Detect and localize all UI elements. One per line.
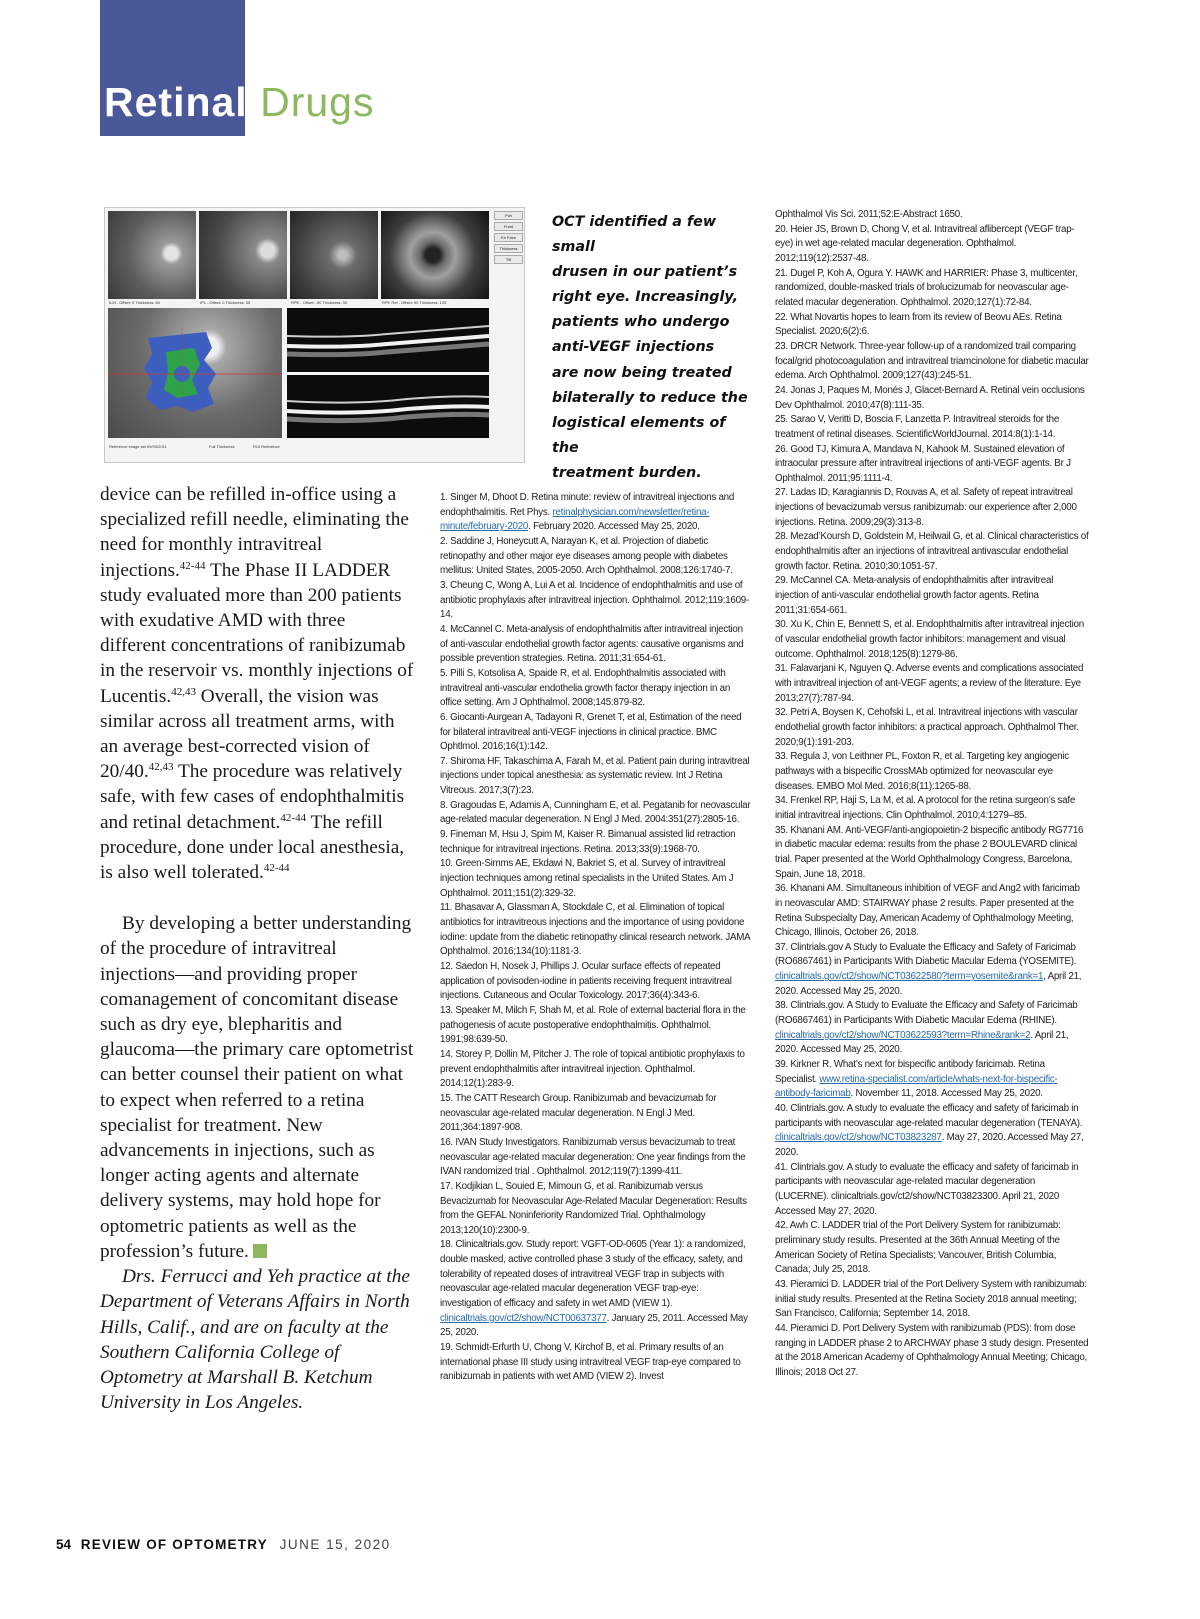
reference-item: Ophthalmol Vis Sci. 2011;52:E-Abstract 1650. xyxy=(775,209,963,220)
reference-item: 14. Storey P, Dollin M, Pitcher J. The role of topical antibiotic prophylaxis to prevent endophthalmitis after intravitreal injection. Ophthalmol. 2014;12(1):283-9. xyxy=(440,1048,745,1090)
page-footer xyxy=(56,1537,391,1552)
reference-item: 18. Clinicaltrials.gov. Study report: VGFT-OD-0605 (Year 1): a randomized, double masked, active controlled phase 3 study of the efficacy, safety, and tolerability of repeated doses of intravitreal VEGF trap in subjects with neovascular age-related macular degeneration VEGF trap-eye: investigation of efficacy and safety in wet AMD (VIEW 1). clinicaltrials.gov/ct2/show/NCT00637377. January 25, 2011. Accessed May 25, 2020. xyxy=(440,1239,748,1339)
pull-quote-line: anti-VEGF injections xyxy=(552,339,715,356)
fundus-thumbnail-3 xyxy=(290,211,378,299)
citation-sup: 42-44 xyxy=(280,811,307,824)
fundus-label-4: RPE Ref - Offset: 90 Thickness: 125 xyxy=(382,300,447,305)
magazine-name: REVIEW OF OPTOMETRY xyxy=(80,1537,268,1552)
reference-item: 22. What Novartis hopes to learn from its review of Beovu AEs. Retina Specialist. 2020;6(2):6. xyxy=(775,311,1062,338)
article-body xyxy=(100,482,415,1415)
references-column-right xyxy=(775,208,1089,1381)
thickness-map-overlay xyxy=(108,308,282,438)
reference-item: 13. Speaker M, Milch F, Shah M, et al. Role of external bacterial flora in the pathogenesis of acute postoperative endophthalmitis. Ophthalmol. 1991;98:639-50. xyxy=(440,1004,746,1046)
reference-item: 15. The CATT Research Group. Ranibizumab and bevacizumab for neovascular age-related macular degeneration. N Engl J Med. 2011;364:1897-908. xyxy=(440,1092,717,1134)
citation-sup: 42,43 xyxy=(148,761,174,774)
reference-link[interactable]: www.retina-specialist.com/article/whats-next-for-bispecific-antibody-faricimab xyxy=(775,1073,1058,1100)
reference-item: 29. McCannel CA. Meta-analysis of endophthalmitis after intravitreal injection of anti-vascular endothelial growth factor agents. Retina 2011;31:654-661. xyxy=(775,575,1054,616)
reference-item: 37. Clintrials.gov A Study to Evaluate the Efficacy and Safety of Faricimab (RO6867461) in Participants With Diabetic Macular Edema (YOSEMITE). clinicaltrials.gov/ct2/show/NCT03622580?term=yosemite&rank=1, April 21, 2020. Accessed May 25, 2020. xyxy=(775,941,1082,997)
reference-item: 1. Singer M, Dhoot D. Retina minute: review of intravitreal injections and endophthalmitis. Ret Phys. retinalphysician.com/newsletter/retina-minute/february-2020. February 2020. Accessed May 25, 2020. xyxy=(440,492,735,533)
pull-quote-line: treatment burden. xyxy=(552,464,702,481)
fundus-thumbnail-4 xyxy=(381,211,489,299)
reference-item: 2. Saddine J, Honeycutt A, Narayan K, et al. Projection of diabetic retinopathy and other major eye diseases among people with diabetes mellitus: United States, 2005-2050. Arch Ophthalmol. 2008;126:1740-7. xyxy=(440,535,733,577)
reference-item: 19. Schmidt-Erfurth U, Chong V, Kirchof B, et al. Primary results of an international phase III study using intravitreal VEGF trap-eye compared to ranibizumab in patients with wet AMD (VIEW 2). Invest xyxy=(440,1342,741,1383)
pull-quote-line: OCT identified a few small xyxy=(552,214,717,256)
section-title-word-1: Retinal xyxy=(104,79,248,125)
reference-item: 16. IVAN Study Investigators. Ranibizumab versus bevacizumab to treat neovascular age-related macular degeneration: One year findings from the IVAN randomized trial . Ophthalmol. 2012;119(7):1399-411. xyxy=(440,1136,746,1178)
figure-button-3: En Face xyxy=(494,233,523,242)
reference-item: 25. Sarao V, Veritti D, Boscia F, Lanzetta P. Intravitreal steroids for the treatment of retinal diseases. ScientificWorldJournal. 2014:8(1):1-14. xyxy=(775,414,1060,440)
figure-footer-text: Reference image set 09/03/2011 xyxy=(109,444,167,449)
reference-item: 8. Gragoudas E, Adamis A, Cunningham E, et al. Pegatanib for neovascular age-related macular degeneration. N Engl J Med. 2004:351(27):2805-16. xyxy=(440,799,751,826)
oct-figure xyxy=(104,207,525,463)
reference-item: 21. Dugel P, Koh A, Ogura Y. HAWK and HARRIER: Phase 3, multicenter, randomized, double-masked trials of brolucizumab for neovascular age-related macular degeneration. Ophthalmol. 2020;127(1):72-84. xyxy=(775,267,1078,308)
reference-item: 5. Pilli S, Kotsolisa A, Spaide R, et al. Endophthalmitis associated with intravitreal anti-vascular endothelia growth factor therapy injection in an office setting. Am J Ophthalmol. 2008;145:879-82. xyxy=(440,667,731,709)
section-title xyxy=(104,78,374,126)
reference-item: 34. Frenkel RP, Haji S, La M, et al. A protocol for the retina surgeon’s safe initial intravitreal injections. Clin Ophthalmol. 2010;4:1279–85. xyxy=(775,795,1076,821)
pull-quote-line: are now being treated xyxy=(552,364,732,381)
reference-item: 3. Cheung C, Wong A, Lui A et al. Incidence of endophthalmitis and use of antibiotic prophylaxis after intravitreal injection. Ophthalmol. 2012;119:1609-14. xyxy=(440,579,749,621)
reference-item: 26. Good TJ, Kimura A, Mandava N, Kahook M. Sustained elevation of intraocular pressure after intravitreal injections of anti-VEGF agents. Br J Ophthalmol. 2011;95:1111-4. xyxy=(775,443,1071,484)
pull-quote-line: patients who undergo xyxy=(552,314,730,331)
reference-item: 43. Pieramici D. LADDER trial of the Port Delivery System with ranibizumab: initial study results. Presented at the Retina Society 2018 annual meeting; San Francisco, California; September 14, 2018. xyxy=(775,1278,1087,1320)
reference-item: 23. DRCR Network. Three-year follow-up of a randomized trail comparing focal/grid photocoagulation and intravitreal triamcinolone for diabetic macular edema. Arch Ophthalmol. 2009;127(43):245-51. xyxy=(775,340,1089,382)
body-paragraph-2: By developing a better understanding of the procedure of intravitreal injections—and providing proper comanagement of concomitant disease such as dry eye, blepharitis and glaucoma—the primary care optometrist can better counsel their patient on what to expect when referred to a retina specialist for treatment. New advancements in injections, such as longer acting agents and alternate delivery systems, may hold hope for optometric patients as well as the profession’s future. xyxy=(100,913,414,1262)
pull-quote-line: bilaterally to reduce the xyxy=(552,389,748,406)
reference-item: 40. Clintrials.gov. A study to evaluate the efficacy and safety of faricimab in participants with neovascular age-related macular degeneration (TENAYA). clinicaltrials.gov/ct2/show/NCT03823287. May 27, 2020. Accessed May 27, 2020. xyxy=(775,1103,1084,1158)
section-title-word-2: Drugs xyxy=(260,79,375,125)
reference-item: 7. Shiroma HF, Takaschima A, Farah M, et al. Patient pain during intravitreal injections under topical anesthesia: as systematic review. Int J Retina Vitreous. 2017;3(7):23. xyxy=(440,755,750,797)
reference-item: 10. Green-Simms AE, Ekdawi N, Bakriet S, et al. Survey of intravitreal injection techniques among retinal specialists in the United States. Am J Ophthalmol. 2011;151(2):329-32. xyxy=(440,858,734,899)
fundus-label-2: IPL - Offset: 0 Thickness: 35 xyxy=(200,300,251,305)
oct-bscan-1-layers xyxy=(287,308,489,372)
reference-item: 17. Kodjikian L, Souied E, Mimoun G, et al. Ranibizumab versus Bevacizumab for Neovascular Age-Related Macular Degeneration: Results from the GEFAL Noninferiority Randomized Trial. Ophthalmology 2013;120(10):2300-9. xyxy=(440,1180,747,1236)
reference-item: 42. Awh C. LADDER trial of the Port Delivery System for ranibizumab: preliminary study results. Presented at the 36th Annual Meeting of the American Society of Retina Specialists; Vancouver, British Columbia, Canada; July 25, 2018. xyxy=(775,1220,1061,1276)
figure-legend-1: Full Thickness xyxy=(209,444,235,449)
reference-item: 33. Regula J, von Leithner PL, Foxton R, et al. Targeting key angiogenic pathways with a bispecific CrossMAb optimized for neovascular eye diseases. EMBO Mol Med. 2016;8(11):1265-88. xyxy=(775,751,1069,792)
oct-bscan-2 xyxy=(287,375,489,438)
pull-quote-line: drusen in our patient’s xyxy=(552,264,738,281)
reference-link[interactable]: retinalphysician.com/newsletter/retina-minute/february-2020 xyxy=(440,506,710,533)
end-mark-icon xyxy=(253,1244,267,1258)
reference-item: 27. Ladas ID, Karagiannis D, Rouvas A, et al. Safety of repeat intravitreal injections of bevacizumab versus ranibizumab: our experience after 2,000 injections. Retina. 2009;29(3):313-8. xyxy=(775,487,1077,528)
figure-button-1: Fwt xyxy=(494,211,523,220)
reference-item: 44. Pieramici D. Port Delivery System with ranibizumab (PDS): from dose ranging in LADDER phase 2 to ARCHWAY phase 3 study design. Presented at the 2018 American Academy of Ophthalmology Annual Meeting; Chicago, Illinois; 2018 Oct 27. xyxy=(775,1322,1089,1378)
figure-button-2: Fund xyxy=(494,222,523,231)
reference-item: 30. Xu K, Chin E, Bennett S, et al. Endophthalmitis after intravitreal injection of vascular endothelial growth factor inhibitors: management and visual outcome. Ophthalmol. 2018;125(8):1279-86. xyxy=(775,619,1084,660)
fundus-label-3: RPE - Offset: -90 Thickness: 30 xyxy=(291,300,348,305)
figure-legend-2: ROI Reference xyxy=(253,444,280,449)
reference-item: 39. Kirkner R. What’s next for bispecific antibody faricimab. Retina Specialist. www.retina-specialist.com/article/whats-next-for-bispecific-antibody-faricimab. November 11, 2018. Accessed May 25, 2020. xyxy=(775,1059,1058,1100)
oct-bscan-1 xyxy=(287,308,489,372)
fundus-thumbnail-1 xyxy=(108,211,196,299)
citation-sup: 42,43 xyxy=(171,685,196,698)
reference-item: 38. Clintrials.gov. A Study to Evaluate the Efficacy and Safety of Faricimab (RO6867461) in Participants With Diabetic Macular Edema (RHINE). clinicaltrials.gov/ct2/show/NCT03622593?term=Rhine&rank=2. April 21, 2020. Accessed May 25, 2020. xyxy=(775,1000,1078,1056)
pull-quote-line: logistical elements of the xyxy=(552,414,726,456)
reference-item: 36. Khanani AM. Simultaneous inhibition of VEGF and Ang2 with faricimab in neovascular AMD: STAIRWAY phase 2 results. Paper presented at the Retina Subspecialty Day, American Academy of Ophthalmology Meeting, Chicago, Illinois, October 26, 2018. xyxy=(775,883,1080,939)
fundus-thumbnail-2 xyxy=(199,211,287,299)
reference-link[interactable]: clinicaltrials.gov/ct2/show/NCT03622593?term=Rhine&rank=2 xyxy=(775,1029,1031,1041)
reference-item: 6. Giocanti-Aurgean A, Tadayoni R, Grenet T, et al, Estimation of the need for bilateral intravitreal anti-VEGF injections in clinical practice. BMC Ophtlmol. 2016;16(1):142. xyxy=(440,711,742,753)
reference-item: 28. Mezad’Koursh D, Goldstein M, Heilwail G, et al. Clinical characteristics of endophthalmitis after an injections of intravitreal antivascular endothelial growth factor. Retina. 2010;30:1051-57. xyxy=(775,531,1089,572)
reference-item: 20. Heier JS, Brown D, Chong V, et al. Intravitreal aflibercept (VEGF trap-eye) in wet age-related macular degeneration. Ophthalmol. 2012;119(12):2537-48. xyxy=(775,223,1075,264)
reference-item: 12. Saedon H, Nosek J, Phillips J. Ocular surface effects of repeated application of povisoden-iodine in patients receiving frequent intravitreal injections. Cutaneous and Ocular Toxicology. 2017;36(4):343-6. xyxy=(440,961,732,1002)
fundus-label-1: ILM - Offset: 0 Thickness: 60 xyxy=(109,300,160,305)
reference-item: 32. Petri A, Boysen K, Cehofski L, et al. Intravitreal injections with vascular endothelial growth factor inhibitors: a practical approach. Ophthalmol Ther. 2020;9(1):191-203. xyxy=(775,707,1079,748)
author-bio: Drs. Ferrucci and Yeh practice at the Department of Veterans Affairs in North Hills, Calif., and are on faculty at the Southern California College of Optometry at Marshall B. Ketchum University in Los Angeles. xyxy=(100,1266,410,1414)
fundus-thickness-map xyxy=(108,308,282,438)
figure-button-4: Thickness xyxy=(494,244,523,253)
reference-item: 41. Clintrials.gov. A study to evaluate the efficacy and safety of faricimab in participants with neovascular age-related macular degeneration (LUCERNE). clinicaltrials.gov/ct2/show/NCT03823300. April 21, 2020 Accessed May 27, 2020. xyxy=(775,1161,1079,1217)
citation-sup: 42-44 xyxy=(263,862,290,875)
reference-item: 24. Jonas J, Paques M, Monés J, Glacet-Bernard A. Retinal vein occlusions Dev Ophthalmol. 2010;47(8):111-35. xyxy=(775,384,1085,411)
reference-item: 35. Khanani AM. Anti-VEGF/anti-angiopoietin-2 bispecific antibody RG7716 in diabetic macular edema: results from the phase 2 BOULEVARD clinical trial. Paper presented at the World Ophthalmology Congress, Barcelona, Spain, June 18, 2018. xyxy=(775,824,1084,880)
reference-link[interactable]: clinicaltrials.gov/ct2/show/NCT03622580?term=yosemite&rank=1 xyxy=(775,971,1044,983)
pull-quote-line: right eye. Increasingly, xyxy=(552,289,739,306)
references-column-middle xyxy=(440,491,752,1385)
pull-quote xyxy=(552,210,752,486)
oct-bscan-2-layers xyxy=(287,375,489,438)
reference-item: 31. Falavarjani K, Nguyen Q. Adverse events and complications associated with intravitreal injection of ant-VEGF agents; a review of the literature. Eye 2013;27(7):787-94. xyxy=(775,663,1084,704)
reference-item: 11. Bhasavar A, Glassman A, Stockdale C, et al. Elimination of topical antibiotics for intravitreous injections and the importance of using povidone iodine: update from the diabetic retinopathy clinical research network. JAMA Ophthalmol. 2016;134(10):1181-3. xyxy=(440,902,750,958)
citation-sup: 42-44 xyxy=(179,559,206,572)
page-number: 54 xyxy=(56,1537,72,1552)
issue-date: JUNE 15, 2020 xyxy=(279,1537,391,1552)
reference-item: 9. Fineman M, Hsu J, Spim M, Kaiser R. Bimanual assisted lid retraction technique for intravitreal injections. Retina. 2013;33(9):1968-70. xyxy=(440,829,736,855)
reference-link[interactable]: clinicaltrials.gov/ct2/show/NCT03823287 xyxy=(775,1132,942,1144)
reference-item: 4. McCannel C. Meta-analysis of endophthalmitis after intravitreal injection of anti-vascular endothelial growth factor agents: causative organisms and possible prevention strategies. Retina. 2011;31:654-61. xyxy=(440,623,744,665)
body-paragraph-1: device can be refilled in-office using a specialized refill needle, eliminating the need for monthly intravitreal injections.$^{42-44}$ The Phase II LADDER study evaluated more than 200 patients with exudative AMD with three different concentrations of ranibizumab in the reservoir vs. monthly injections of Lucentis.$^{42,43}$ Overall, the vision was similar across all treatment arms, with an average best-corrected vision of 20/40.$^{42,43}$ The procedure was relatively safe, with few cases of endophthalmitis and retinal detachment.$^{42-44}$ The refill procedure, done under local anesthesia, is also well tolerated.$^{42-44}$ xyxy=(100,484,414,884)
reference-link[interactable]: clinicaltrials.gov/ct2/show/NCT00637377 xyxy=(440,1312,607,1324)
figure-button-5: Tilt xyxy=(494,255,523,264)
